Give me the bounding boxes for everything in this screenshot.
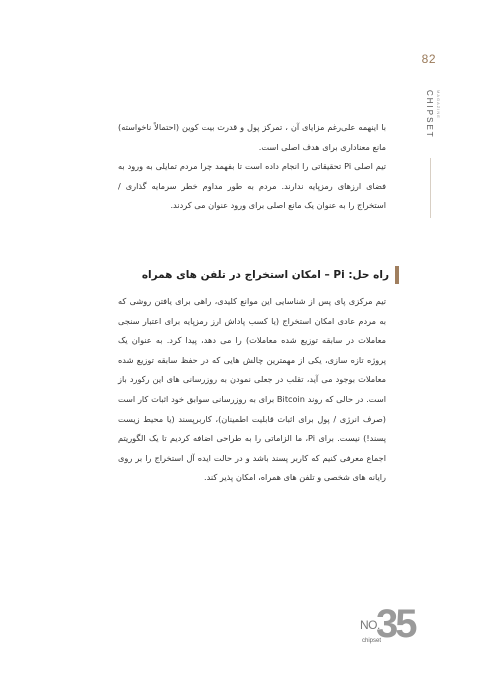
page-number: 82 — [421, 52, 436, 66]
section-paragraph: تیم مرکزی پای پس از شناسایی این موانع کلیدی، راهی برای یافتن روشی که به مردم عادی امکان استخراج (یا کسب پاداش ارز رمزپایه برای اعتبار سنجی معاملات در سابقه توزیع شده معاملات) را می دهد، پیدا کرد. به عنوان یک پروژه تازه سازی، یکی از مهمترین چالش هایی که در حفظ سابقه توزیع شده معاملات بوجود می آید، تقلب در جعلی نمودن به روزرسانی های این رکورد باز است. در حالی که روند Bitcoin برای به روزرسانی سوابق خود اثبات کار است (صرف انرژی / پول برای اثبات قابلیت اطمینان)، کاربرپسند (یا محیط زیست پسند!) نیست. برای Pi، ما الزاماتی را به طراحی اضافه کردیم تا یک الگوریتم اجماع معرفی کنیم که کاربر پسند باشد و در حالت ایده آل استخراج را بر روی رایانه های شخصی و تلفن های همراه، امکان پذیر کند. — [118, 296, 386, 483]
brand-vertical: CHIPSET — [425, 90, 434, 139]
section-body — [118, 292, 386, 488]
footer-brand: chipset — [362, 638, 382, 644]
section-heading-wrap — [118, 266, 399, 284]
section-heading: راه حل: Pi – امکان استخراج در تلفن های همراه — [141, 269, 389, 281]
intro-paragraph-2: تیم اصلی Pi تحقیقاتی را انجام داده است تا بفهمد چرا مردم تمایلی به ورود به فضای ارزهای رمزپایه ندارند. مردم به طور مداوم خطر سرمایه گذاری / استخراج را به عنوان یک مانع اصلی برای ورود عنوان می کردند. — [118, 161, 386, 211]
heading-accent-bar — [395, 266, 399, 284]
issue-logo — [360, 604, 440, 654]
issue-number: 35 — [376, 602, 415, 646]
issue-no-label: NO. — [360, 618, 380, 632]
header-divider — [430, 158, 431, 218]
intro-paragraph-1: با اینهمه علی‌رغم مزایای آن ، تمرکز پول و قدرت بیت کوین (احتمالاً ناخواسته) مانع معناداری برای هدف اصلی است. — [118, 122, 386, 152]
brand-sub-vertical: MAGAZINE — [436, 90, 441, 119]
intro-text — [118, 118, 386, 216]
